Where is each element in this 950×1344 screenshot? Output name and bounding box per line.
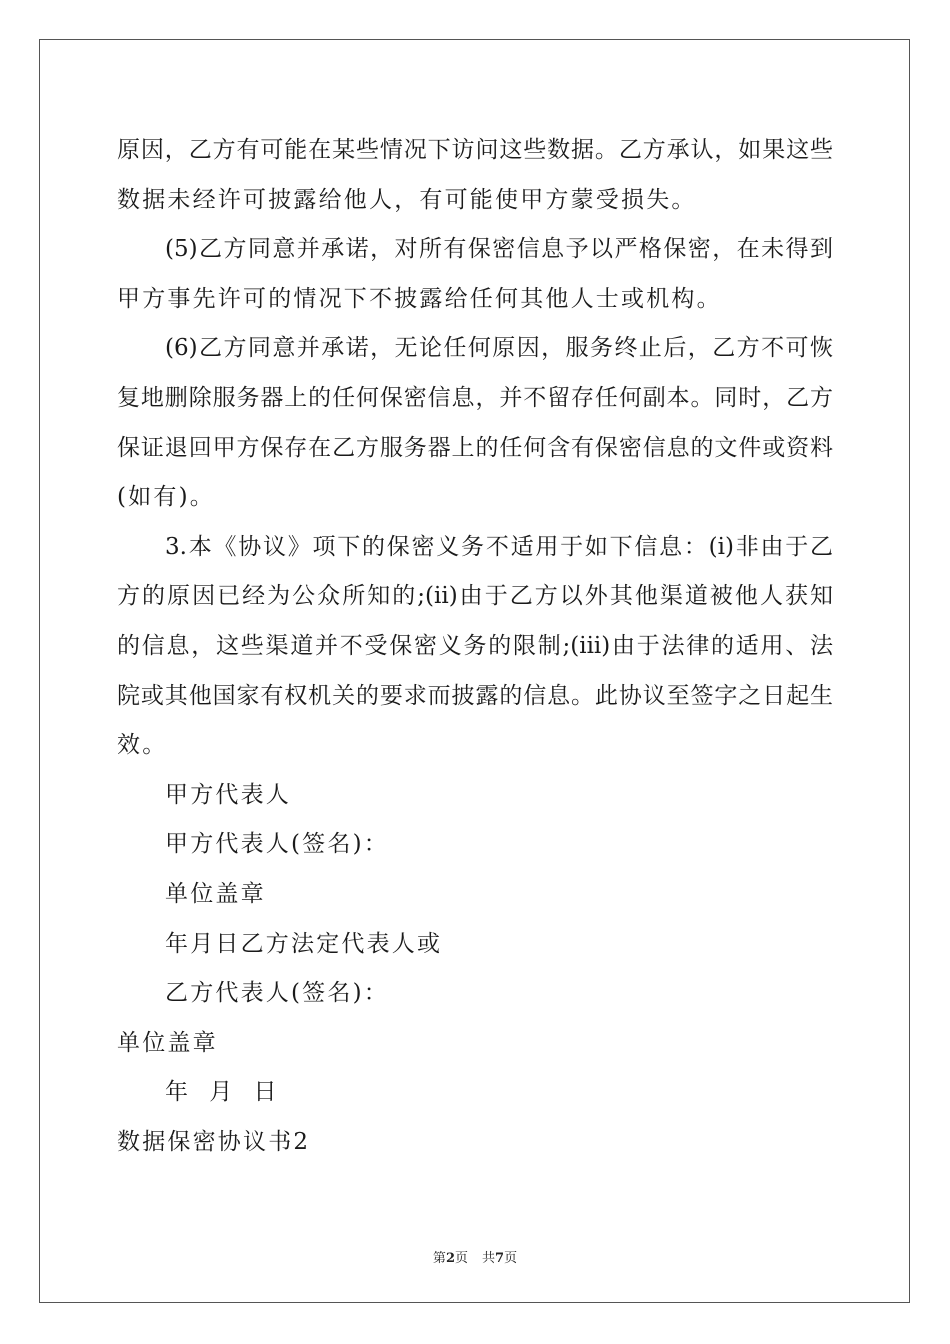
document-body: [117, 126, 833, 1167]
page-prefix: 第: [432, 1251, 446, 1266]
party-b-signature-label: 乙方代表人(签名)：: [165, 980, 389, 1007]
text-line: 保证退回甲方保存在乙方服务器上的任何含有保密信息的文件或资料: [117, 434, 833, 461]
clause-3-start: 3.本《协议》项下的保密义务不适用于如下信息：(i)非由于乙: [165, 533, 833, 560]
section-heading: 数据保密协议书2: [117, 1128, 311, 1155]
text-line: 甲方事先许可的情况下不披露给任何其他人士或机构。: [117, 285, 722, 312]
paragraph-6-start: (6)乙方同意并承诺，无论任何原因，服务终止后，乙方不可恢: [165, 335, 833, 362]
total-pages: 7: [495, 1251, 505, 1266]
text-line: 效。: [117, 732, 168, 759]
page-footer: [0, 1247, 950, 1266]
party-a-representative: 甲方代表人: [165, 781, 291, 808]
text-line: 院或其他国家有权机关的要求而披露的信息。此协议至签字之日起生: [117, 682, 833, 709]
text-line: (如有)。: [117, 484, 215, 511]
total-suffix: 页: [504, 1251, 518, 1266]
text-line: 数据未经许可披露给他人，有可能使甲方蒙受损失。: [117, 186, 697, 213]
company-seal-label: 单位盖章: [165, 880, 266, 907]
text-line: 方的原因已经为公众所知的;(ii)由于乙方以外其他渠道被他人获知: [117, 583, 833, 610]
company-seal-label: 单位盖章: [117, 1029, 218, 1056]
date-party-b-legal-rep: 年月日乙方法定代表人或: [165, 930, 443, 957]
paragraph-5-start: (5)乙方同意并承诺，对所有保密信息予以严格保密，在未得到: [165, 236, 833, 263]
text-line: 复地删除服务器上的任何保密信息，并不留存任何副本。同时，乙方: [117, 384, 833, 411]
date-label: 年 月 日: [165, 1079, 279, 1106]
page-suffix: 页: [454, 1251, 468, 1266]
text-line: 原因，乙方有可能在某些情况下访问这些数据。乙方承认，如果这些: [117, 137, 833, 163]
total-prefix: 共: [482, 1251, 496, 1266]
text-line: 的信息，这些渠道并不受保密义务的限制;(iii)由于法律的适用、法: [117, 632, 833, 659]
party-a-signature-label: 甲方代表人(签名)：: [165, 831, 389, 858]
page-number: 2: [445, 1251, 455, 1266]
